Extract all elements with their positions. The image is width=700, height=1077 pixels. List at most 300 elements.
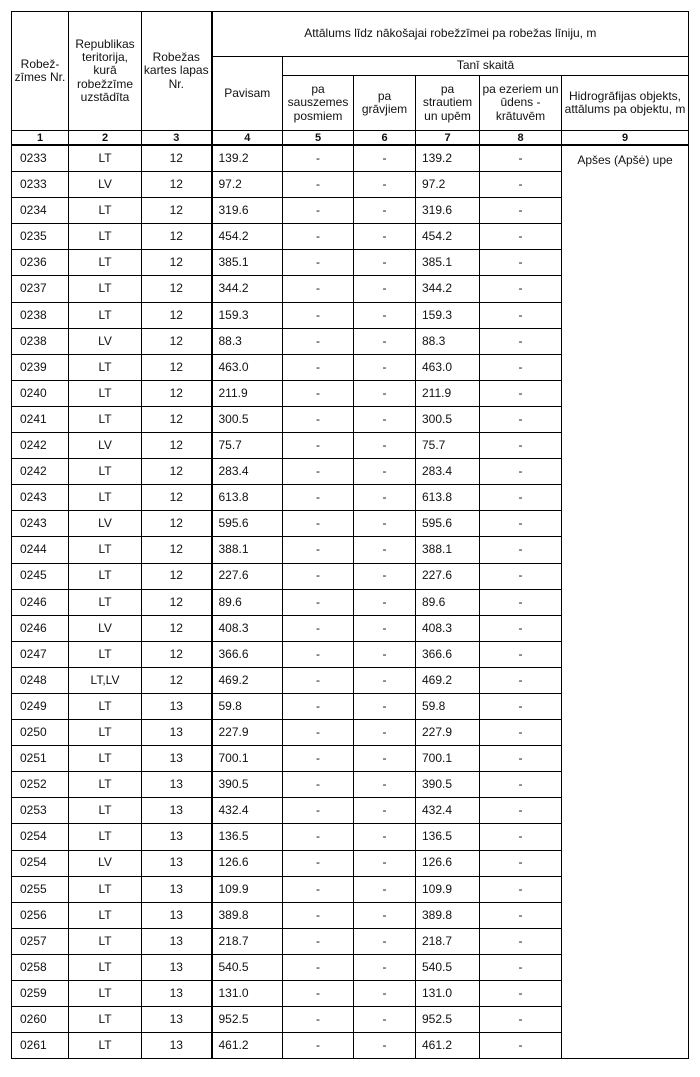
- map-sheet-cell: 12: [142, 406, 212, 432]
- marker-number-cell: 0246: [12, 615, 69, 641]
- lake-distance-cell: -: [480, 928, 562, 954]
- lake-distance-cell: -: [480, 276, 562, 302]
- header-territory: Republikas teritorija, kurā robežzīme uzstādīta: [69, 12, 142, 131]
- ditch-distance-cell: -: [354, 276, 416, 302]
- marker-number-cell: 0252: [12, 772, 69, 798]
- stream-distance-cell: 131.0: [416, 981, 480, 1007]
- lake-distance-cell: -: [480, 954, 562, 980]
- marker-number-cell: 0239: [12, 354, 69, 380]
- land-distance-cell: -: [283, 537, 354, 563]
- land-distance-cell: -: [283, 511, 354, 537]
- lake-distance-cell: -: [480, 354, 562, 380]
- map-sheet-cell: 13: [142, 824, 212, 850]
- land-distance-cell: -: [283, 772, 354, 798]
- stream-distance-cell: 952.5: [416, 1007, 480, 1033]
- total-distance-cell: 300.5: [212, 406, 283, 432]
- stream-distance-cell: 388.1: [416, 537, 480, 563]
- total-distance-cell: 131.0: [212, 981, 283, 1007]
- land-distance-cell: -: [283, 145, 354, 172]
- land-distance-cell: -: [283, 1007, 354, 1033]
- land-distance-cell: -: [283, 380, 354, 406]
- ditch-distance-cell: -: [354, 641, 416, 667]
- land-distance-cell: -: [283, 328, 354, 354]
- map-sheet-cell: 13: [142, 746, 212, 772]
- ditch-distance-cell: -: [354, 563, 416, 589]
- land-distance-cell: -: [283, 459, 354, 485]
- ditch-distance-cell: -: [354, 537, 416, 563]
- map-sheet-cell: 13: [142, 720, 212, 746]
- marker-number-cell: 0254: [12, 824, 69, 850]
- map-sheet-cell: 13: [142, 981, 212, 1007]
- total-distance-cell: 283.4: [212, 459, 283, 485]
- marker-number-cell: 0233: [12, 145, 69, 172]
- territory-cell: LT: [69, 824, 142, 850]
- stream-distance-cell: 390.5: [416, 772, 480, 798]
- marker-number-cell: 0261: [12, 1033, 69, 1059]
- territory-cell: LT: [69, 145, 142, 172]
- total-distance-cell: 211.9: [212, 380, 283, 406]
- land-distance-cell: -: [283, 641, 354, 667]
- total-distance-cell: 389.8: [212, 902, 283, 928]
- total-distance-cell: 469.2: [212, 667, 283, 693]
- map-sheet-cell: 12: [142, 433, 212, 459]
- map-sheet-cell: 13: [142, 850, 212, 876]
- column-number: 1: [12, 131, 69, 146]
- lake-distance-cell: -: [480, 485, 562, 511]
- territory-cell: LT: [69, 589, 142, 615]
- marker-number-cell: 0256: [12, 902, 69, 928]
- lake-distance-cell: -: [480, 224, 562, 250]
- column-number: 4: [212, 131, 283, 146]
- lake-distance-cell: -: [480, 302, 562, 328]
- territory-cell: LV: [69, 850, 142, 876]
- stream-distance-cell: 344.2: [416, 276, 480, 302]
- territory-cell: LT,LV: [69, 667, 142, 693]
- table-row: [12, 145, 689, 172]
- land-distance-cell: -: [283, 563, 354, 589]
- header-map-sheet: Robežas kartes lapas Nr.: [142, 12, 212, 131]
- map-sheet-cell: 12: [142, 328, 212, 354]
- lake-distance-cell: -: [480, 615, 562, 641]
- column-number: 6: [354, 131, 416, 146]
- header-ditches: pa grāvjiem: [354, 76, 416, 131]
- total-distance-cell: 126.6: [212, 850, 283, 876]
- marker-number-cell: 0246: [12, 589, 69, 615]
- lake-distance-cell: -: [480, 876, 562, 902]
- territory-cell: LV: [69, 615, 142, 641]
- territory-cell: LT: [69, 354, 142, 380]
- marker-number-cell: 0243: [12, 511, 69, 537]
- marker-number-cell: 0235: [12, 224, 69, 250]
- total-distance-cell: 139.2: [212, 145, 283, 172]
- ditch-distance-cell: -: [354, 459, 416, 485]
- ditch-distance-cell: -: [354, 511, 416, 537]
- column-number: 3: [142, 131, 212, 146]
- ditch-distance-cell: -: [354, 433, 416, 459]
- ditch-distance-cell: -: [354, 354, 416, 380]
- map-sheet-cell: 12: [142, 485, 212, 511]
- territory-cell: LT: [69, 772, 142, 798]
- map-sheet-cell: 13: [142, 902, 212, 928]
- land-distance-cell: -: [283, 824, 354, 850]
- land-distance-cell: -: [283, 720, 354, 746]
- stream-distance-cell: 109.9: [416, 876, 480, 902]
- territory-cell: LT: [69, 563, 142, 589]
- marker-number-cell: 0260: [12, 1007, 69, 1033]
- header-including-group: Tanī skaitā: [283, 57, 689, 76]
- total-distance-cell: 109.9: [212, 876, 283, 902]
- lake-distance-cell: -: [480, 145, 562, 172]
- map-sheet-cell: 12: [142, 459, 212, 485]
- map-sheet-cell: 13: [142, 693, 212, 719]
- stream-distance-cell: 319.6: [416, 198, 480, 224]
- stream-distance-cell: 408.3: [416, 615, 480, 641]
- ditch-distance-cell: -: [354, 798, 416, 824]
- marker-number-cell: 0242: [12, 433, 69, 459]
- ditch-distance-cell: -: [354, 824, 416, 850]
- map-sheet-cell: 12: [142, 589, 212, 615]
- map-sheet-cell: 12: [142, 537, 212, 563]
- lake-distance-cell: -: [480, 641, 562, 667]
- ditch-distance-cell: -: [354, 328, 416, 354]
- lake-distance-cell: -: [480, 667, 562, 693]
- header-total: Pavisam: [212, 57, 283, 131]
- stream-distance-cell: 613.8: [416, 485, 480, 511]
- marker-number-cell: 0244: [12, 537, 69, 563]
- territory-cell: LT: [69, 928, 142, 954]
- territory-cell: LT: [69, 876, 142, 902]
- marker-number-cell: 0251: [12, 746, 69, 772]
- land-distance-cell: -: [283, 250, 354, 276]
- total-distance-cell: 136.5: [212, 824, 283, 850]
- header-lakes: pa ezeriem un ūdens - krātuvēm: [480, 76, 562, 131]
- territory-cell: LT: [69, 981, 142, 1007]
- territory-cell: LT: [69, 198, 142, 224]
- total-distance-cell: 540.5: [212, 954, 283, 980]
- map-sheet-cell: 12: [142, 354, 212, 380]
- map-sheet-cell: 13: [142, 1007, 212, 1033]
- territory-cell: LT: [69, 537, 142, 563]
- stream-distance-cell: 136.5: [416, 824, 480, 850]
- total-distance-cell: 97.2: [212, 172, 283, 198]
- territory-cell: LT: [69, 485, 142, 511]
- total-distance-cell: 159.3: [212, 302, 283, 328]
- map-sheet-cell: 12: [142, 198, 212, 224]
- stream-distance-cell: 454.2: [416, 224, 480, 250]
- stream-distance-cell: 366.6: [416, 641, 480, 667]
- land-distance-cell: -: [283, 433, 354, 459]
- land-distance-cell: -: [283, 667, 354, 693]
- lake-distance-cell: -: [480, 981, 562, 1007]
- marker-number-cell: 0248: [12, 667, 69, 693]
- ditch-distance-cell: -: [354, 876, 416, 902]
- total-distance-cell: 613.8: [212, 485, 283, 511]
- land-distance-cell: -: [283, 1033, 354, 1059]
- total-distance-cell: 595.6: [212, 511, 283, 537]
- map-sheet-cell: 12: [142, 641, 212, 667]
- stream-distance-cell: 159.3: [416, 302, 480, 328]
- marker-number-cell: 0238: [12, 328, 69, 354]
- stream-distance-cell: 283.4: [416, 459, 480, 485]
- stream-distance-cell: 227.6: [416, 563, 480, 589]
- land-distance-cell: -: [283, 615, 354, 641]
- ditch-distance-cell: -: [354, 145, 416, 172]
- territory-cell: LT: [69, 1007, 142, 1033]
- marker-number-cell: 0233: [12, 172, 69, 198]
- ditch-distance-cell: -: [354, 485, 416, 511]
- land-distance-cell: -: [283, 850, 354, 876]
- map-sheet-cell: 12: [142, 667, 212, 693]
- stream-distance-cell: 461.2: [416, 1033, 480, 1059]
- land-distance-cell: -: [283, 928, 354, 954]
- lake-distance-cell: -: [480, 772, 562, 798]
- marker-number-cell: 0238: [12, 302, 69, 328]
- lake-distance-cell: -: [480, 850, 562, 876]
- land-distance-cell: -: [283, 224, 354, 250]
- territory-cell: LV: [69, 172, 142, 198]
- stream-distance-cell: 300.5: [416, 406, 480, 432]
- territory-cell: LT: [69, 641, 142, 667]
- ditch-distance-cell: -: [354, 746, 416, 772]
- total-distance-cell: 227.9: [212, 720, 283, 746]
- column-number: 7: [416, 131, 480, 146]
- header-land: pa sauszemes posmiem: [283, 76, 354, 131]
- map-sheet-cell: 12: [142, 511, 212, 537]
- lake-distance-cell: -: [480, 1007, 562, 1033]
- marker-number-cell: 0241: [12, 406, 69, 432]
- map-sheet-cell: 12: [142, 145, 212, 172]
- land-distance-cell: -: [283, 876, 354, 902]
- land-distance-cell: -: [283, 302, 354, 328]
- stream-distance-cell: 432.4: [416, 798, 480, 824]
- ditch-distance-cell: -: [354, 615, 416, 641]
- land-distance-cell: -: [283, 981, 354, 1007]
- stream-distance-cell: 88.3: [416, 328, 480, 354]
- lake-distance-cell: -: [480, 511, 562, 537]
- stream-distance-cell: 595.6: [416, 511, 480, 537]
- hydro-object-cell: Apšes (Apšė) upe: [562, 145, 689, 1059]
- total-distance-cell: 700.1: [212, 746, 283, 772]
- stream-distance-cell: 139.2: [416, 145, 480, 172]
- ditch-distance-cell: -: [354, 406, 416, 432]
- lake-distance-cell: -: [480, 406, 562, 432]
- total-distance-cell: 390.5: [212, 772, 283, 798]
- map-sheet-cell: 12: [142, 380, 212, 406]
- stream-distance-cell: 389.8: [416, 902, 480, 928]
- marker-number-cell: 0247: [12, 641, 69, 667]
- map-sheet-cell: 12: [142, 615, 212, 641]
- stream-distance-cell: 59.8: [416, 693, 480, 719]
- ditch-distance-cell: -: [354, 224, 416, 250]
- territory-cell: LT: [69, 224, 142, 250]
- total-distance-cell: 218.7: [212, 928, 283, 954]
- map-sheet-cell: 13: [142, 954, 212, 980]
- stream-distance-cell: 126.6: [416, 850, 480, 876]
- stream-distance-cell: 211.9: [416, 380, 480, 406]
- ditch-distance-cell: -: [354, 589, 416, 615]
- marker-number-cell: 0242: [12, 459, 69, 485]
- territory-cell: LT: [69, 276, 142, 302]
- total-distance-cell: 88.3: [212, 328, 283, 354]
- territory-cell: LT: [69, 902, 142, 928]
- marker-number-cell: 0237: [12, 276, 69, 302]
- lake-distance-cell: -: [480, 537, 562, 563]
- total-distance-cell: 385.1: [212, 250, 283, 276]
- stream-distance-cell: 97.2: [416, 172, 480, 198]
- column-number: 5: [283, 131, 354, 146]
- ditch-distance-cell: -: [354, 198, 416, 224]
- total-distance-cell: 344.2: [212, 276, 283, 302]
- land-distance-cell: -: [283, 954, 354, 980]
- lake-distance-cell: -: [480, 720, 562, 746]
- marker-number-cell: 0255: [12, 876, 69, 902]
- map-sheet-cell: 13: [142, 876, 212, 902]
- lake-distance-cell: -: [480, 433, 562, 459]
- boundary-marker-table: [11, 11, 689, 1059]
- total-distance-cell: 432.4: [212, 798, 283, 824]
- column-number: 2: [69, 131, 142, 146]
- map-sheet-cell: 13: [142, 1033, 212, 1059]
- stream-distance-cell: 385.1: [416, 250, 480, 276]
- lake-distance-cell: -: [480, 380, 562, 406]
- map-sheet-cell: 12: [142, 276, 212, 302]
- total-distance-cell: 952.5: [212, 1007, 283, 1033]
- ditch-distance-cell: -: [354, 981, 416, 1007]
- marker-number-cell: 0240: [12, 380, 69, 406]
- header-streams: pa strautiem un upēm: [416, 76, 480, 131]
- lake-distance-cell: -: [480, 172, 562, 198]
- territory-cell: LT: [69, 406, 142, 432]
- land-distance-cell: -: [283, 589, 354, 615]
- marker-number-cell: 0257: [12, 928, 69, 954]
- column-number-row: [12, 131, 689, 146]
- total-distance-cell: 89.6: [212, 589, 283, 615]
- ditch-distance-cell: -: [354, 1033, 416, 1059]
- map-sheet-cell: 12: [142, 563, 212, 589]
- header-hydro: Hidrogrāfijas objekts, attālums pa objektu, m: [562, 76, 689, 131]
- territory-cell: LT: [69, 380, 142, 406]
- ditch-distance-cell: -: [354, 1007, 416, 1033]
- marker-number-cell: 0245: [12, 563, 69, 589]
- territory-cell: LT: [69, 250, 142, 276]
- ditch-distance-cell: -: [354, 302, 416, 328]
- lake-distance-cell: -: [480, 250, 562, 276]
- stream-distance-cell: 469.2: [416, 667, 480, 693]
- lake-distance-cell: -: [480, 459, 562, 485]
- ditch-distance-cell: -: [354, 693, 416, 719]
- territory-cell: LT: [69, 954, 142, 980]
- ditch-distance-cell: -: [354, 720, 416, 746]
- land-distance-cell: -: [283, 354, 354, 380]
- total-distance-cell: 319.6: [212, 198, 283, 224]
- marker-number-cell: 0250: [12, 720, 69, 746]
- total-distance-cell: 388.1: [212, 537, 283, 563]
- marker-number-cell: 0253: [12, 798, 69, 824]
- marker-number-cell: 0234: [12, 198, 69, 224]
- ditch-distance-cell: -: [354, 772, 416, 798]
- land-distance-cell: -: [283, 172, 354, 198]
- lake-distance-cell: -: [480, 746, 562, 772]
- territory-cell: LV: [69, 511, 142, 537]
- territory-cell: LT: [69, 798, 142, 824]
- lake-distance-cell: -: [480, 563, 562, 589]
- ditch-distance-cell: -: [354, 380, 416, 406]
- table-header: [12, 12, 689, 146]
- territory-cell: LT: [69, 302, 142, 328]
- land-distance-cell: -: [283, 902, 354, 928]
- total-distance-cell: 454.2: [212, 224, 283, 250]
- map-sheet-cell: 12: [142, 172, 212, 198]
- territory-cell: LT: [69, 459, 142, 485]
- total-distance-cell: 75.7: [212, 433, 283, 459]
- ditch-distance-cell: -: [354, 850, 416, 876]
- header-marker-number: Robež-zīmes Nr.: [12, 12, 69, 131]
- stream-distance-cell: 89.6: [416, 589, 480, 615]
- land-distance-cell: -: [283, 198, 354, 224]
- territory-cell: LT: [69, 746, 142, 772]
- stream-distance-cell: 540.5: [416, 954, 480, 980]
- marker-number-cell: 0243: [12, 485, 69, 511]
- total-distance-cell: 366.6: [212, 641, 283, 667]
- lake-distance-cell: -: [480, 198, 562, 224]
- ditch-distance-cell: -: [354, 667, 416, 693]
- marker-number-cell: 0258: [12, 954, 69, 980]
- total-distance-cell: 408.3: [212, 615, 283, 641]
- stream-distance-cell: 227.9: [416, 720, 480, 746]
- land-distance-cell: -: [283, 693, 354, 719]
- map-sheet-cell: 12: [142, 302, 212, 328]
- territory-cell: LV: [69, 433, 142, 459]
- marker-number-cell: 0254: [12, 850, 69, 876]
- land-distance-cell: -: [283, 798, 354, 824]
- land-distance-cell: -: [283, 276, 354, 302]
- lake-distance-cell: -: [480, 824, 562, 850]
- marker-number-cell: 0236: [12, 250, 69, 276]
- map-sheet-cell: 12: [142, 250, 212, 276]
- column-number: 9: [562, 131, 689, 146]
- ditch-distance-cell: -: [354, 928, 416, 954]
- land-distance-cell: -: [283, 746, 354, 772]
- stream-distance-cell: 463.0: [416, 354, 480, 380]
- map-sheet-cell: 13: [142, 928, 212, 954]
- land-distance-cell: -: [283, 485, 354, 511]
- lake-distance-cell: -: [480, 693, 562, 719]
- ditch-distance-cell: -: [354, 172, 416, 198]
- map-sheet-cell: 13: [142, 772, 212, 798]
- territory-cell: LT: [69, 1033, 142, 1059]
- total-distance-cell: 463.0: [212, 354, 283, 380]
- stream-distance-cell: 75.7: [416, 433, 480, 459]
- territory-cell: LT: [69, 720, 142, 746]
- stream-distance-cell: 218.7: [416, 928, 480, 954]
- map-sheet-cell: 13: [142, 798, 212, 824]
- ditch-distance-cell: -: [354, 250, 416, 276]
- total-distance-cell: 461.2: [212, 1033, 283, 1059]
- territory-cell: LV: [69, 328, 142, 354]
- table-body: [12, 145, 689, 1059]
- ditch-distance-cell: -: [354, 902, 416, 928]
- total-distance-cell: 227.6: [212, 563, 283, 589]
- land-distance-cell: -: [283, 406, 354, 432]
- lake-distance-cell: -: [480, 902, 562, 928]
- header-distance-group: Attālums līdz nākošajai robežzīmei pa robežas līniju, m: [212, 12, 689, 57]
- lake-distance-cell: -: [480, 798, 562, 824]
- map-sheet-cell: 12: [142, 224, 212, 250]
- lake-distance-cell: -: [480, 589, 562, 615]
- territory-cell: LT: [69, 693, 142, 719]
- lake-distance-cell: -: [480, 1033, 562, 1059]
- ditch-distance-cell: -: [354, 954, 416, 980]
